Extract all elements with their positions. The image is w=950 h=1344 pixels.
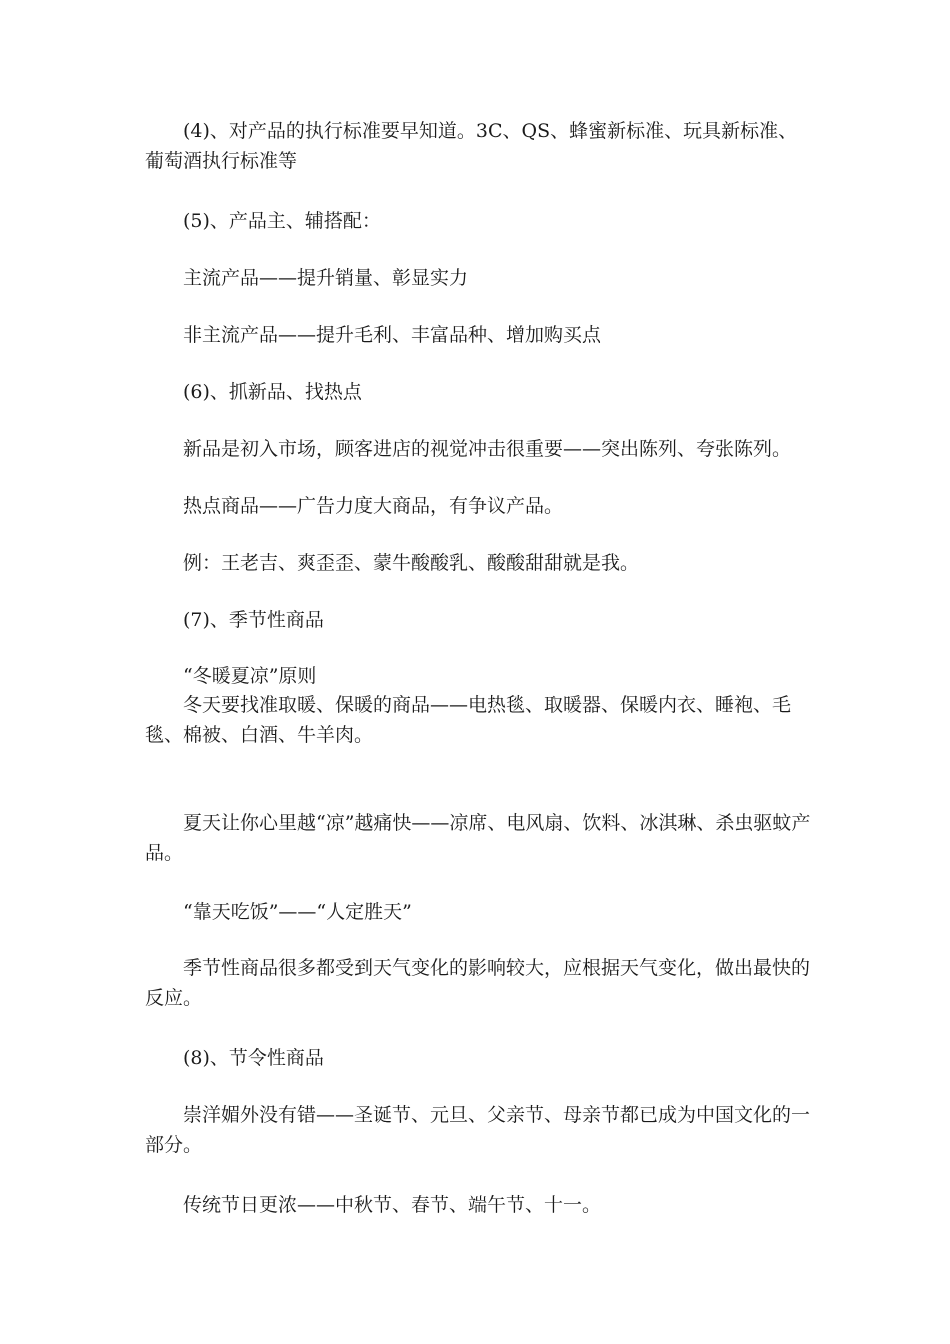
paragraph-summer-products: 夏天让你心里越“凉”越痛快——凉席、电风扇、饮料、冰淇琳、杀虫驱蚊产品。 [145,812,811,864]
paragraph-traditional-festivals: 传统节日更浓——中秋节、春节、端午节、十一。 [183,1194,602,1216]
paragraph-new-products: 新品是初入市场，顾客进店的视觉冲击很重要——突出陈列、夸张陈列。 [183,438,792,460]
paragraph-warm-winter-cool-summer: “冬暖夏凉”原则 [183,665,317,687]
paragraph-mainstream-products: 主流产品——提升销量、彰显实力 [183,267,469,289]
paragraph-hot-products: 热点商品——广告力度大商品，有争议产品。 [183,495,564,517]
heading-new-products-hotspots: (6)、抓新品、找热点 [183,381,362,403]
paragraph-execution-standards: (4)、对产品的执行标准要早知道。3C、QS、蜂蜜新标准、玩具新标准、葡萄酒执行标准等 [145,120,798,172]
paragraph-winter-products: 冬天要找准取暖、保暖的商品——电热毯、取暖器、保暖内衣、睡袍、毛毯、棉被、白酒、牛羊肉。 [145,694,792,746]
heading-festival-products: (8)、节令性商品 [183,1047,324,1069]
heading-seasonal-products: (7)、季节性商品 [183,609,324,631]
heading-product-mix: (5)、产品主、辅搭配： [183,210,381,232]
paragraph-weather-response: 季节性商品很多都受到天气变化的影响较大，应根据天气变化，做出最快的反应。 [145,957,811,1009]
paragraph-western-festivals: 崇洋媚外没有错——圣诞节、元旦、父亲节、母亲节都已成为中国文化的一部分。 [145,1104,811,1156]
paragraph-non-mainstream-products: 非主流产品——提升毛利、丰富品种、增加购买点 [183,324,602,346]
paragraph-examples: 例：王老吉、爽歪歪、蒙牛酸酸乳、酸酸甜甜就是我。 [183,552,640,574]
paragraph-weather-dependence: “靠天吃饭”——“人定胜天” [183,901,412,923]
